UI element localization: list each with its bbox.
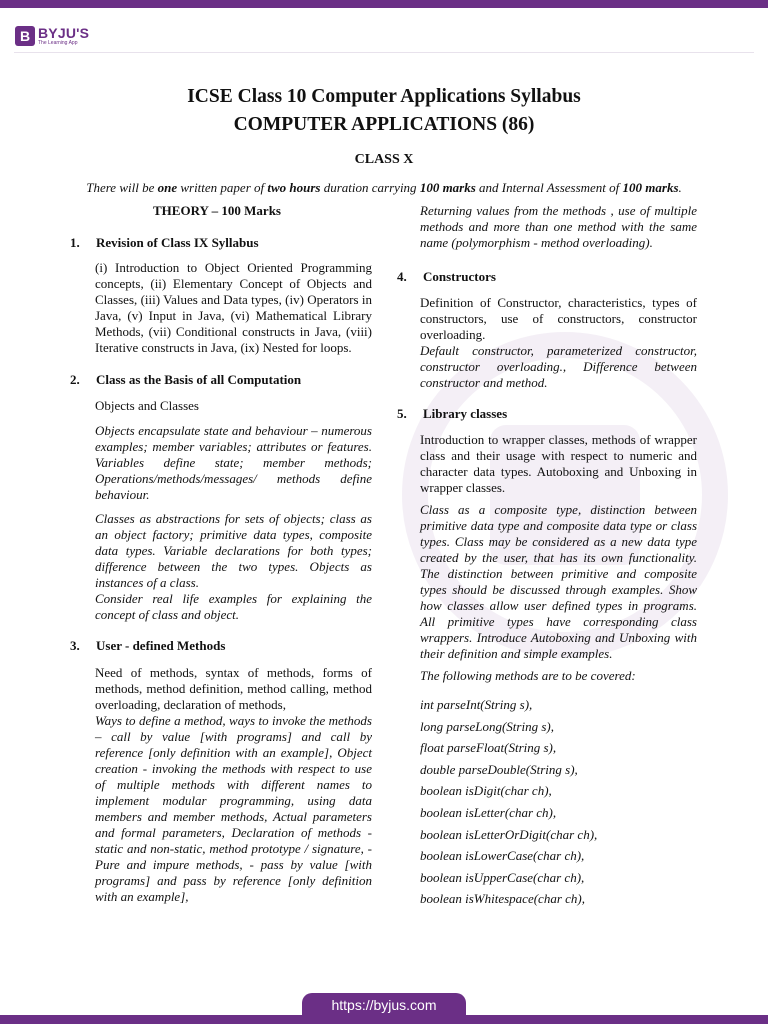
section-4-heading: 4. Constructors	[397, 269, 496, 284]
section-5-body: Introduction to wrapper classes, methods of wrapper class and their usage with respect to numeric and character data types. Autoboxing and Unboxing in wrapper classes.	[420, 432, 697, 495]
list-item: float parseFloat(String s),	[420, 740, 557, 756]
logo-tagline: The Learning App	[38, 40, 78, 46]
right-column	[397, 203, 697, 913]
class-heading: CLASS X	[354, 152, 414, 167]
section-5-heading: 5. Library classes	[397, 406, 508, 421]
list-item: boolean isLetter(char ch),	[420, 804, 557, 820]
section-2-classes-text: Classes as abstractions for sets of objects; class as an object factory; primitive data types, composite data types. Variable declarations for both types; difference between the two types. Objects as instances of a class.	[95, 511, 372, 590]
top-brand-bar	[0, 0, 768, 8]
section-2-subheading: Objects and Classes	[95, 398, 199, 413]
exam-intro: There will be one written paper of two hours duration carrying 100 marks and Internal Assessment of 100 marks.	[86, 180, 682, 195]
section-5-details: Class as a composite type, distinction between primitive data type and composite data type or class types. Class may be considered as a new data type created by the user, that has its own functionality. The distinction between primitive and composite types should be discussed through examples. Show how classes allow user defined types in programs. All primitive types have corresponding class wrappers. Introduce Autoboxing and Unboxing with their definition and simple examples.	[420, 502, 697, 661]
list-item: boolean isUpperCase(char ch),	[420, 869, 585, 885]
left-column	[60, 203, 372, 905]
section-1-body: (i) Introduction to Object Oriented Programming concepts, (ii) Elementary Concept of Objects and Classes, (iii) Values and Data types, (iv) Operators in Java, (v) Input in Java, (vi) Mathematical Library Methods, (vii) Conditional constructs in Java, (viii) Iterative constructs in Java, (ix) Nested for loops.	[95, 260, 372, 355]
section-4-details: Default constructor, parameterized constructor, constructor overloading., Difference between constructor and method.	[420, 343, 697, 390]
list-item: boolean isDigit(char ch),	[420, 783, 552, 799]
list-item: boolean isLetterOrDigit(char ch),	[420, 826, 598, 842]
header-divider	[14, 52, 754, 53]
section-4-body: Definition of Constructor, characteristics, types of constructors, use of constructors, constructor overloading.	[420, 295, 697, 342]
section-2-objects-text: Objects encapsulate state and behaviour – numerous examples; member variables; attributes or features. Variables define state; member methods; Operations/methods/messages/ methods define behaviour.	[95, 423, 372, 502]
section-3-continued: Returning values from the methods , use of multiple methods and more than one method with the same name (polymorphism - method overloading).	[420, 203, 697, 250]
section-3-body: Need of methods, syntax of methods, forms of methods, method definition, method calling, method overloading, declaration of methods,	[95, 665, 372, 712]
page-title: ICSE Class 10 Computer Applications Syllabus	[187, 86, 581, 107]
methods-intro: The following methods are to be covered:	[420, 668, 636, 683]
svg-text:B: B	[19, 28, 31, 44]
list-item: boolean isWhitespace(char ch),	[420, 891, 585, 907]
footer	[0, 993, 768, 1024]
footer-url-link[interactable]: https://byjus.com	[331, 997, 437, 1013]
list-item: double parseDouble(String s),	[420, 761, 578, 777]
list-item: long parseLong(String s),	[420, 718, 554, 734]
logo-name: BYJU'S	[38, 25, 90, 41]
byjus-logo-icon	[14, 25, 36, 47]
list-item: int parseInt(String s),	[420, 697, 533, 712]
section-2-heading: 2. Class as the Basis of all Computation	[70, 372, 302, 387]
page-subtitle: COMPUTER APPLICATIONS (86)	[233, 114, 535, 135]
theory-heading: THEORY – 100 Marks	[153, 203, 281, 218]
methods-list	[420, 697, 697, 907]
section-3-heading: 3. User - defined Methods	[70, 638, 226, 653]
list-item: boolean isLowerCase(char ch),	[420, 848, 585, 864]
section-2-examples-text: Consider real life examples for explaining the concept of class and object.	[95, 591, 372, 622]
section-3-details: Ways to define a method, ways to invoke the methods – call by value [with programs] and call by reference [only definition with an example], Object creation - invoking the methods with respect to use of multiple methods with different names to implement modular programming, using data members and member methods, Actual parameters and formal parameters, Declaration of methods - static and non-static, method prototype / signature, - Pure and impure methods, - pass by value [with programs] and pass by reference [only definition with an example],	[95, 713, 372, 904]
section-1-heading: 1. Revision of Class IX Syllabus	[70, 235, 259, 250]
byjus-logo[interactable]	[14, 25, 89, 47]
